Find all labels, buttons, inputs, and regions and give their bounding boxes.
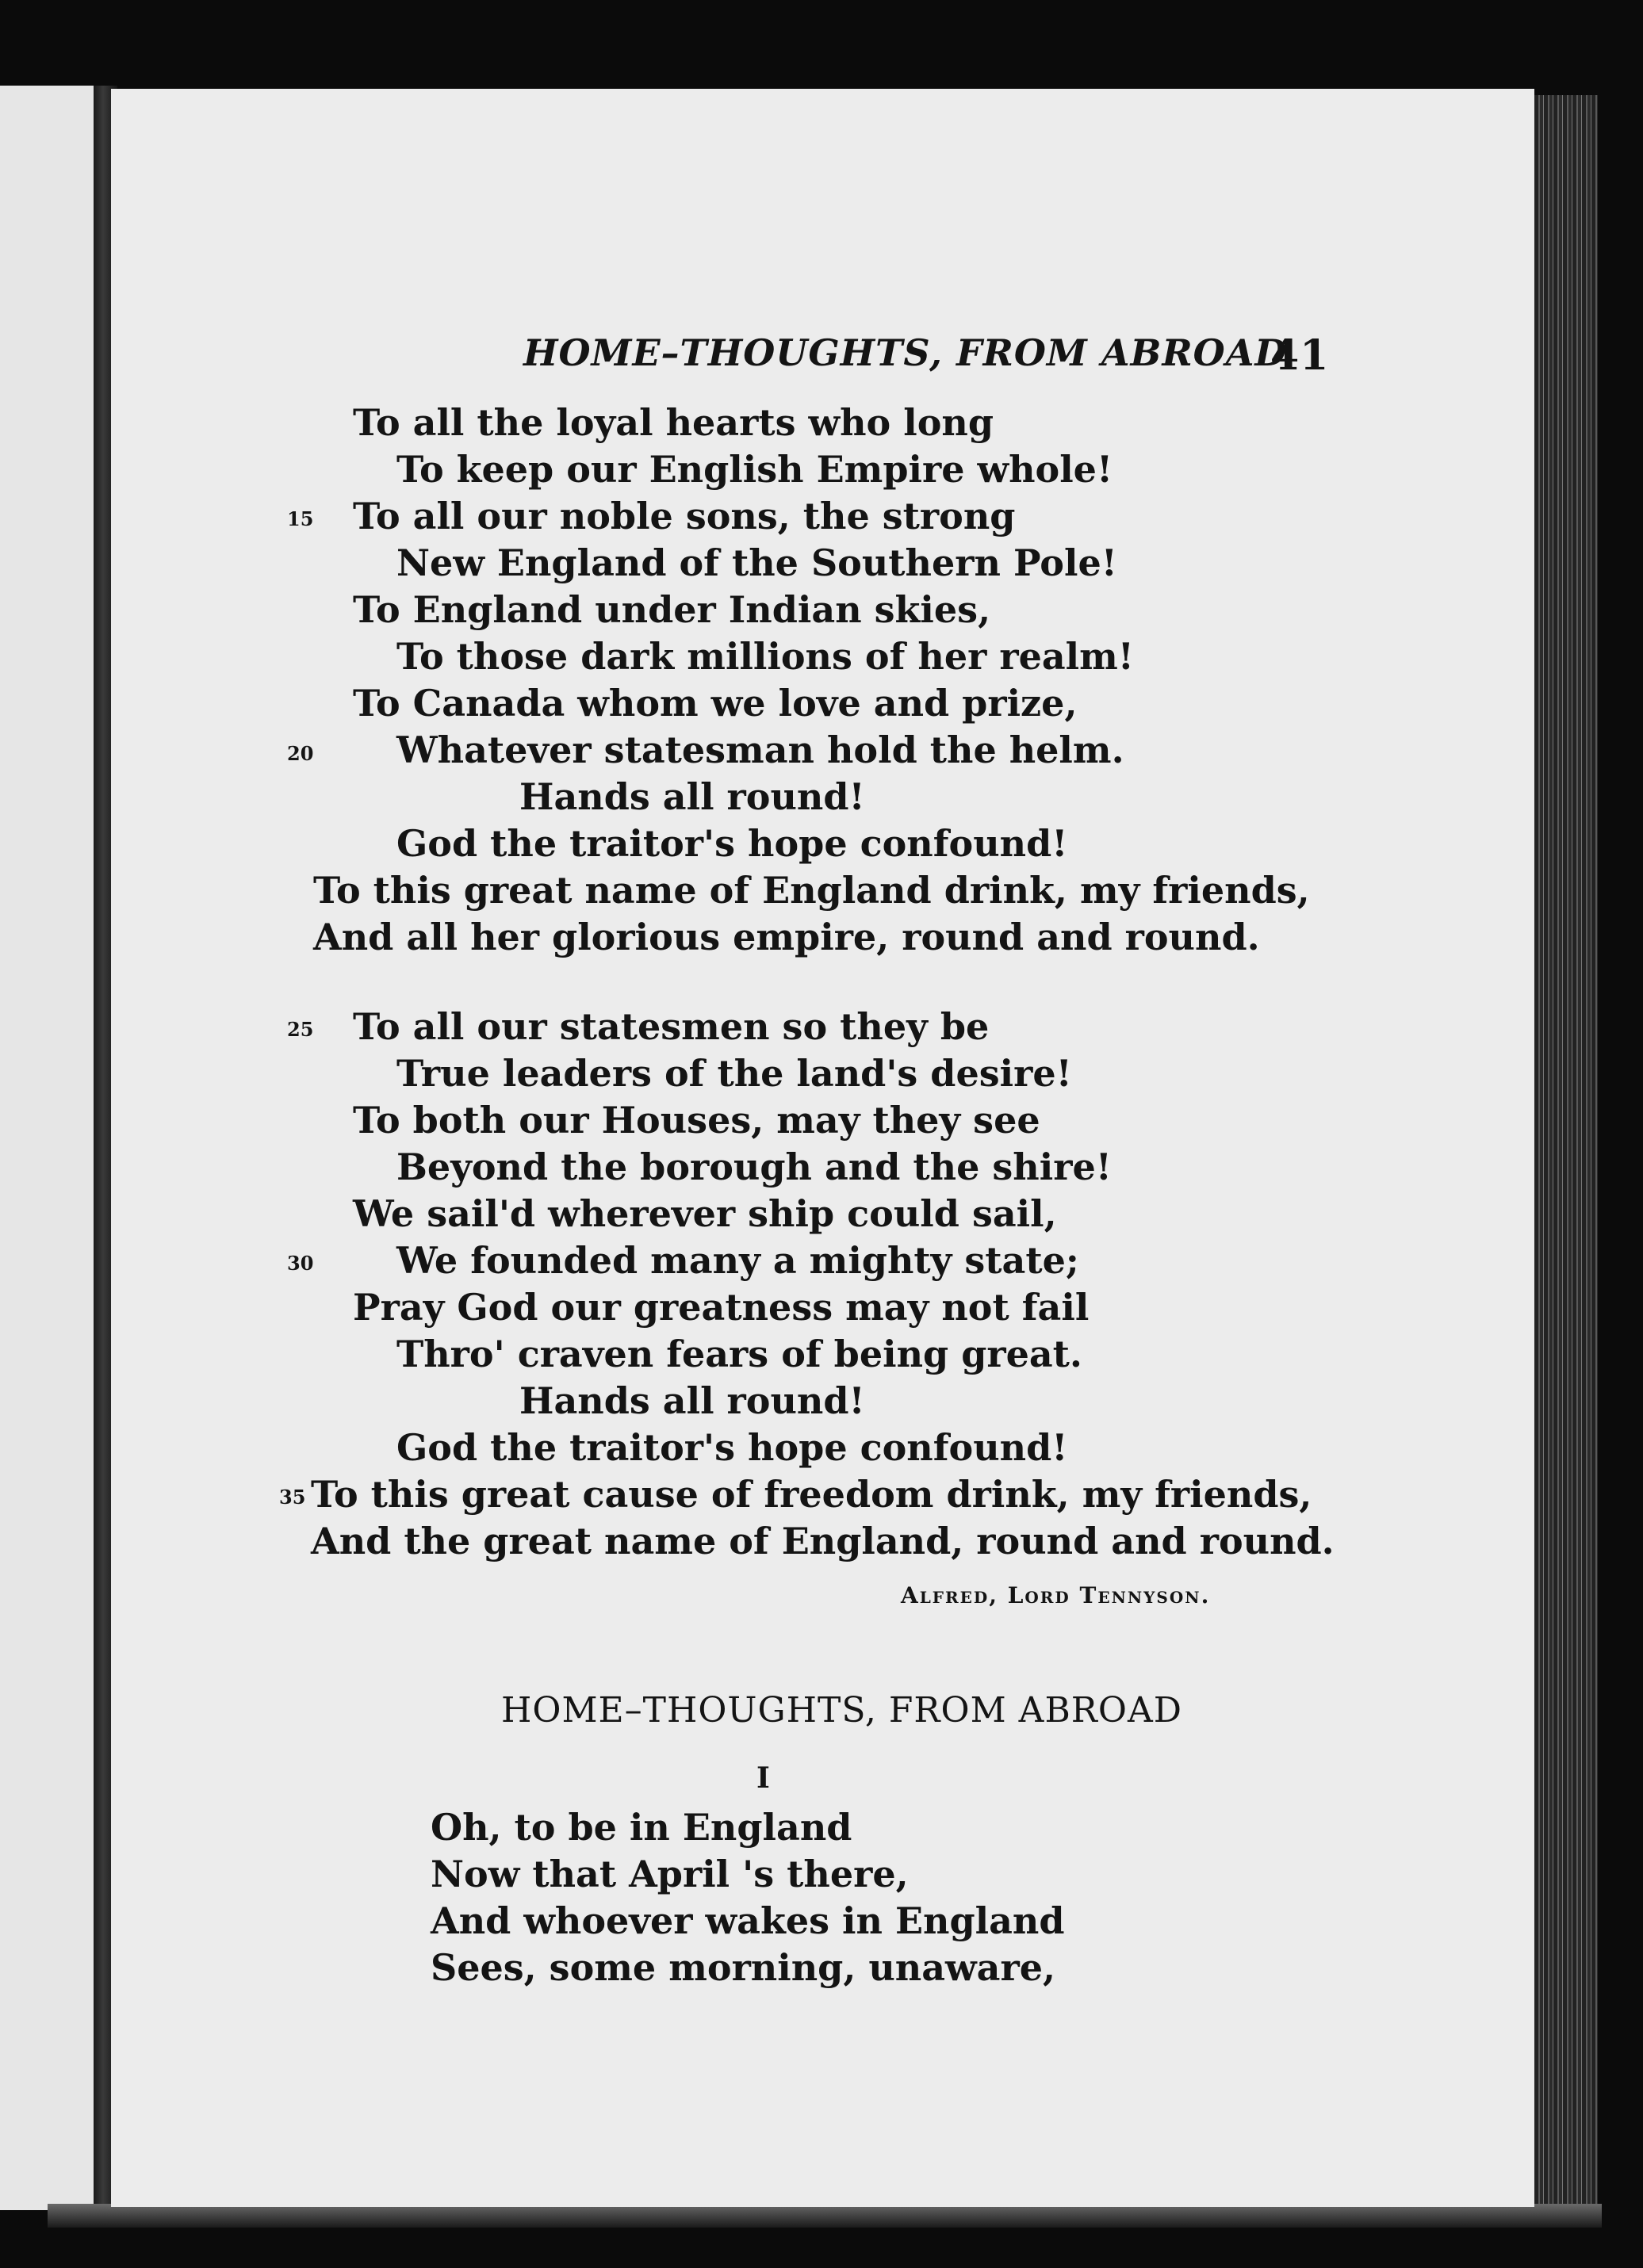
poem-line: To England under Indian skies,: [353, 588, 991, 631]
poem-line: To this great name of England drink, my friends,: [313, 869, 1310, 912]
line-number: 25: [287, 1018, 314, 1041]
poem-line: Now that April 's there,: [431, 1853, 909, 1895]
poem-line: God the traitor's hope confound!: [396, 1426, 1068, 1469]
line-number: 15: [287, 507, 314, 530]
poem-line: To both our Houses, may they see: [353, 1099, 1040, 1142]
poem-line: To all our statesmen so they be: [353, 1005, 990, 1048]
page-stack-edge: [1534, 95, 1598, 2228]
poem-line: To Canada whom we love and prize,: [353, 682, 1078, 725]
poem-line: New England of the Southern Pole!: [396, 541, 1117, 584]
poem-line: Sees, some morning, unaware,: [431, 1946, 1055, 1989]
poem-line: Oh, to be in England: [431, 1806, 852, 1849]
running-title: HOME–THOUGHTS, FROM ABROAD: [523, 331, 1288, 374]
poem-line: Pray God our greatness may not fail: [353, 1286, 1090, 1329]
poem-line: To this great cause of freedom drink, my friends,: [311, 1473, 1312, 1516]
line-number: 20: [287, 742, 314, 765]
poem-title: HOME–THOUGHTS, FROM ABROAD: [501, 1690, 1183, 1731]
poem-line: True leaders of the land's desire!: [396, 1052, 1072, 1095]
poem-line: God the traitor's hope confound!: [396, 822, 1068, 865]
page-number: 41: [1270, 331, 1330, 380]
book-page: [111, 89, 1534, 2207]
line-number: 35: [279, 1486, 306, 1509]
poem-line: Thro' craven fears of being great.: [396, 1333, 1082, 1375]
poem-line: To all our noble sons, the strong: [353, 495, 1016, 537]
poem-line: And the great name of England, round and round.: [311, 1520, 1335, 1562]
poem-line: Hands all round!: [519, 775, 865, 818]
line-number: 30: [287, 1252, 314, 1275]
poem-line: Beyond the borough and the shire!: [396, 1145, 1112, 1188]
poem-line: And all her glorious empire, round and round.: [313, 916, 1260, 958]
poem-line: To keep our English Empire whole!: [396, 448, 1113, 491]
poem-line: Hands all round!: [519, 1379, 865, 1422]
poem-line: To those dark millions of her realm!: [396, 635, 1134, 678]
poem-line: And whoever wakes in England: [431, 1899, 1065, 1942]
section-numeral: I: [756, 1761, 770, 1795]
poem-line: Whatever statesman hold the helm.: [396, 729, 1124, 771]
page-bottom-shadow: [48, 2204, 1602, 2228]
poem-line: To all the loyal hearts who long: [353, 401, 994, 444]
attribution: Alfred, Lord Tennyson.: [901, 1582, 1211, 1608]
poem-line: We sail'd wherever ship could sail,: [353, 1192, 1057, 1235]
poem-line: We founded many a mighty state;: [396, 1239, 1079, 1282]
